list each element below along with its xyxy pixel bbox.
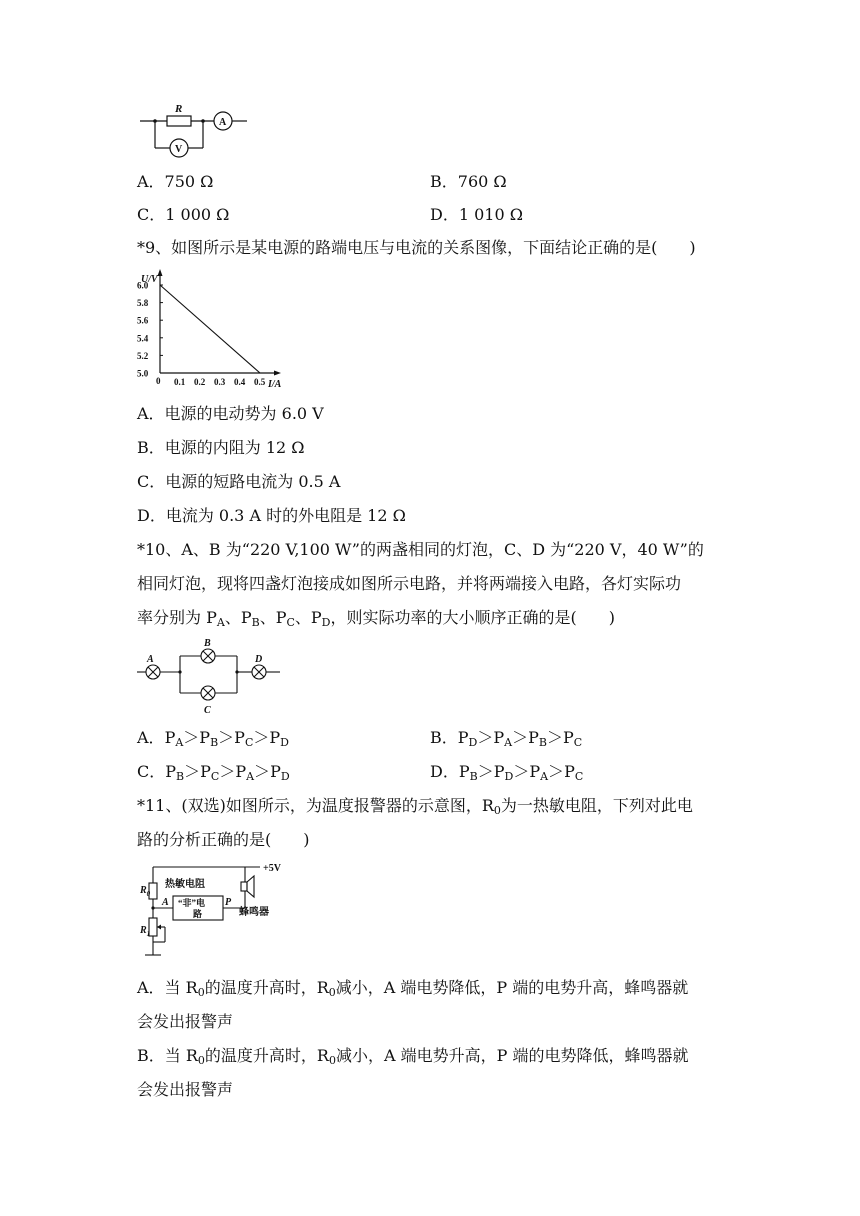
chart-x-tick-label: 0.4 [234,377,246,387]
q10-stem-line2: 相同灯泡，现将四盏灯泡接成如图所示电路，并将两端接入电路，各灯实际功 [137,574,682,593]
q9-ui-chart [135,265,295,395]
chart-y-tick-label: 5.2 [137,350,149,361]
q10-option-c: C．$P_B>P_C>P_A>P_D$ [137,762,290,783]
chart-y-tick-label: 5.0 [137,368,149,379]
q11-option-b-line1: B．当 $R_0$的温度升高时，$R_0$减小，A 端电势升高，P 端的电势降低，蜂鸣器就 [137,1046,689,1067]
chart-y-tick-label: 6.0 [137,280,149,291]
q11-stem-line1: *11、(双选)如图所示，为温度报警器的示意图，$R_0$为一热敏电阻，下列对此电 [137,796,693,817]
fig8-ammeter-label: A [219,117,227,128]
q10-stem-line3: 率分别为 $P_A$、$P_B$、$P_C$、$P_D$，则实际功率的大小顺序正确的是( ) [137,608,615,629]
q9-option-c: C．电源的短路电流为 0.5 A [137,472,341,491]
fig11-a-label: A [162,897,169,908]
chart-series-line [160,285,260,373]
chart-y-axis-label: U/V [141,274,158,285]
chart-y-tick-label: 5.4 [137,333,149,344]
q8-option-d: D．1 010 Ω [430,205,523,224]
chart-x-tick-label: 0.2 [194,377,206,387]
q10-stem-line1: *10、A、B 为“220 V,100 W”的两盏相同的灯泡，C、D 为“220 V，40 W”的 [137,540,704,559]
chart-x-tick-label: 0.3 [214,377,226,387]
fig11-buzzer-label: 蜂鸣器 [239,907,269,918]
q11-option-a-line1: A．当 $R_0$的温度升高时，$R_0$减小，A 端电势降低，P 端的电势升高，蜂鸣器就 [137,978,689,999]
chart-origin-label: 0 [156,376,161,386]
fig8-r-label: R [175,103,183,115]
q10-option-d: D．$P_B>P_D>P_A>P_C$ [430,762,584,783]
q9-option-b: B．电源的内阻为 12 Ω [137,438,305,457]
fig11-r1-label: $R_1$ [140,925,151,938]
fig11-vcc-label: +5V [263,863,281,874]
q8-circuit-figure [135,100,255,160]
chart-x-tick-label: 0.1 [174,377,186,387]
chart-y-tick-label: 5.8 [137,298,149,309]
fig10-lamp-c-label: C [204,705,211,716]
fig10-lamp-d-label: D [255,654,263,665]
chart-y-tick-label: 5.6 [137,315,149,326]
q8-option-a: A．750 Ω [137,172,214,191]
fig11-thermistor-label: 热敏电阻 [165,879,205,890]
fig8-voltmeter-label: V [175,144,183,155]
fig10-lamp-b-label: B [204,638,211,649]
fig11-r0-label: $R_0$ [140,885,151,898]
chart-x-axis-label: I/A [268,379,282,390]
q8-option-b: B．760 Ω [430,172,507,191]
fig10-lamp-a-label: A [147,654,154,665]
chart-x-tick-label: 0.5 [254,377,266,387]
q9-option-a: A．电源的电动势为 6.0 V [137,404,324,423]
q9-option-d: D．电流为 0.3 A 时的外电阻是 12 Ω [137,506,406,525]
q11-option-a-line2: 会发出报警声 [137,1012,234,1031]
fig11-p-label: P [225,897,232,908]
q10-option-b: B．$P_D>P_A>P_B>P_C$ [430,728,583,749]
q11-alarm-circuit-figure [135,857,305,965]
q9-stem: *9、如图所示是某电源的路端电压与电流的关系图像，下面结论正确的是( ) [137,238,696,257]
q10-option-a: A．$P_A>P_B>P_C>P_D$ [137,728,289,749]
fig11-not-gate-label-2: 路 [193,909,203,919]
q11-stem-line2: 路的分析正确的是( ) [137,830,310,849]
q10-lamp-circuit-figure [135,637,285,717]
q11-option-b-line2: 会发出报警声 [137,1080,234,1099]
fig11-not-gate-label-1: “非”电 [178,898,206,908]
q8-option-c: C．1 000 Ω [137,205,230,224]
